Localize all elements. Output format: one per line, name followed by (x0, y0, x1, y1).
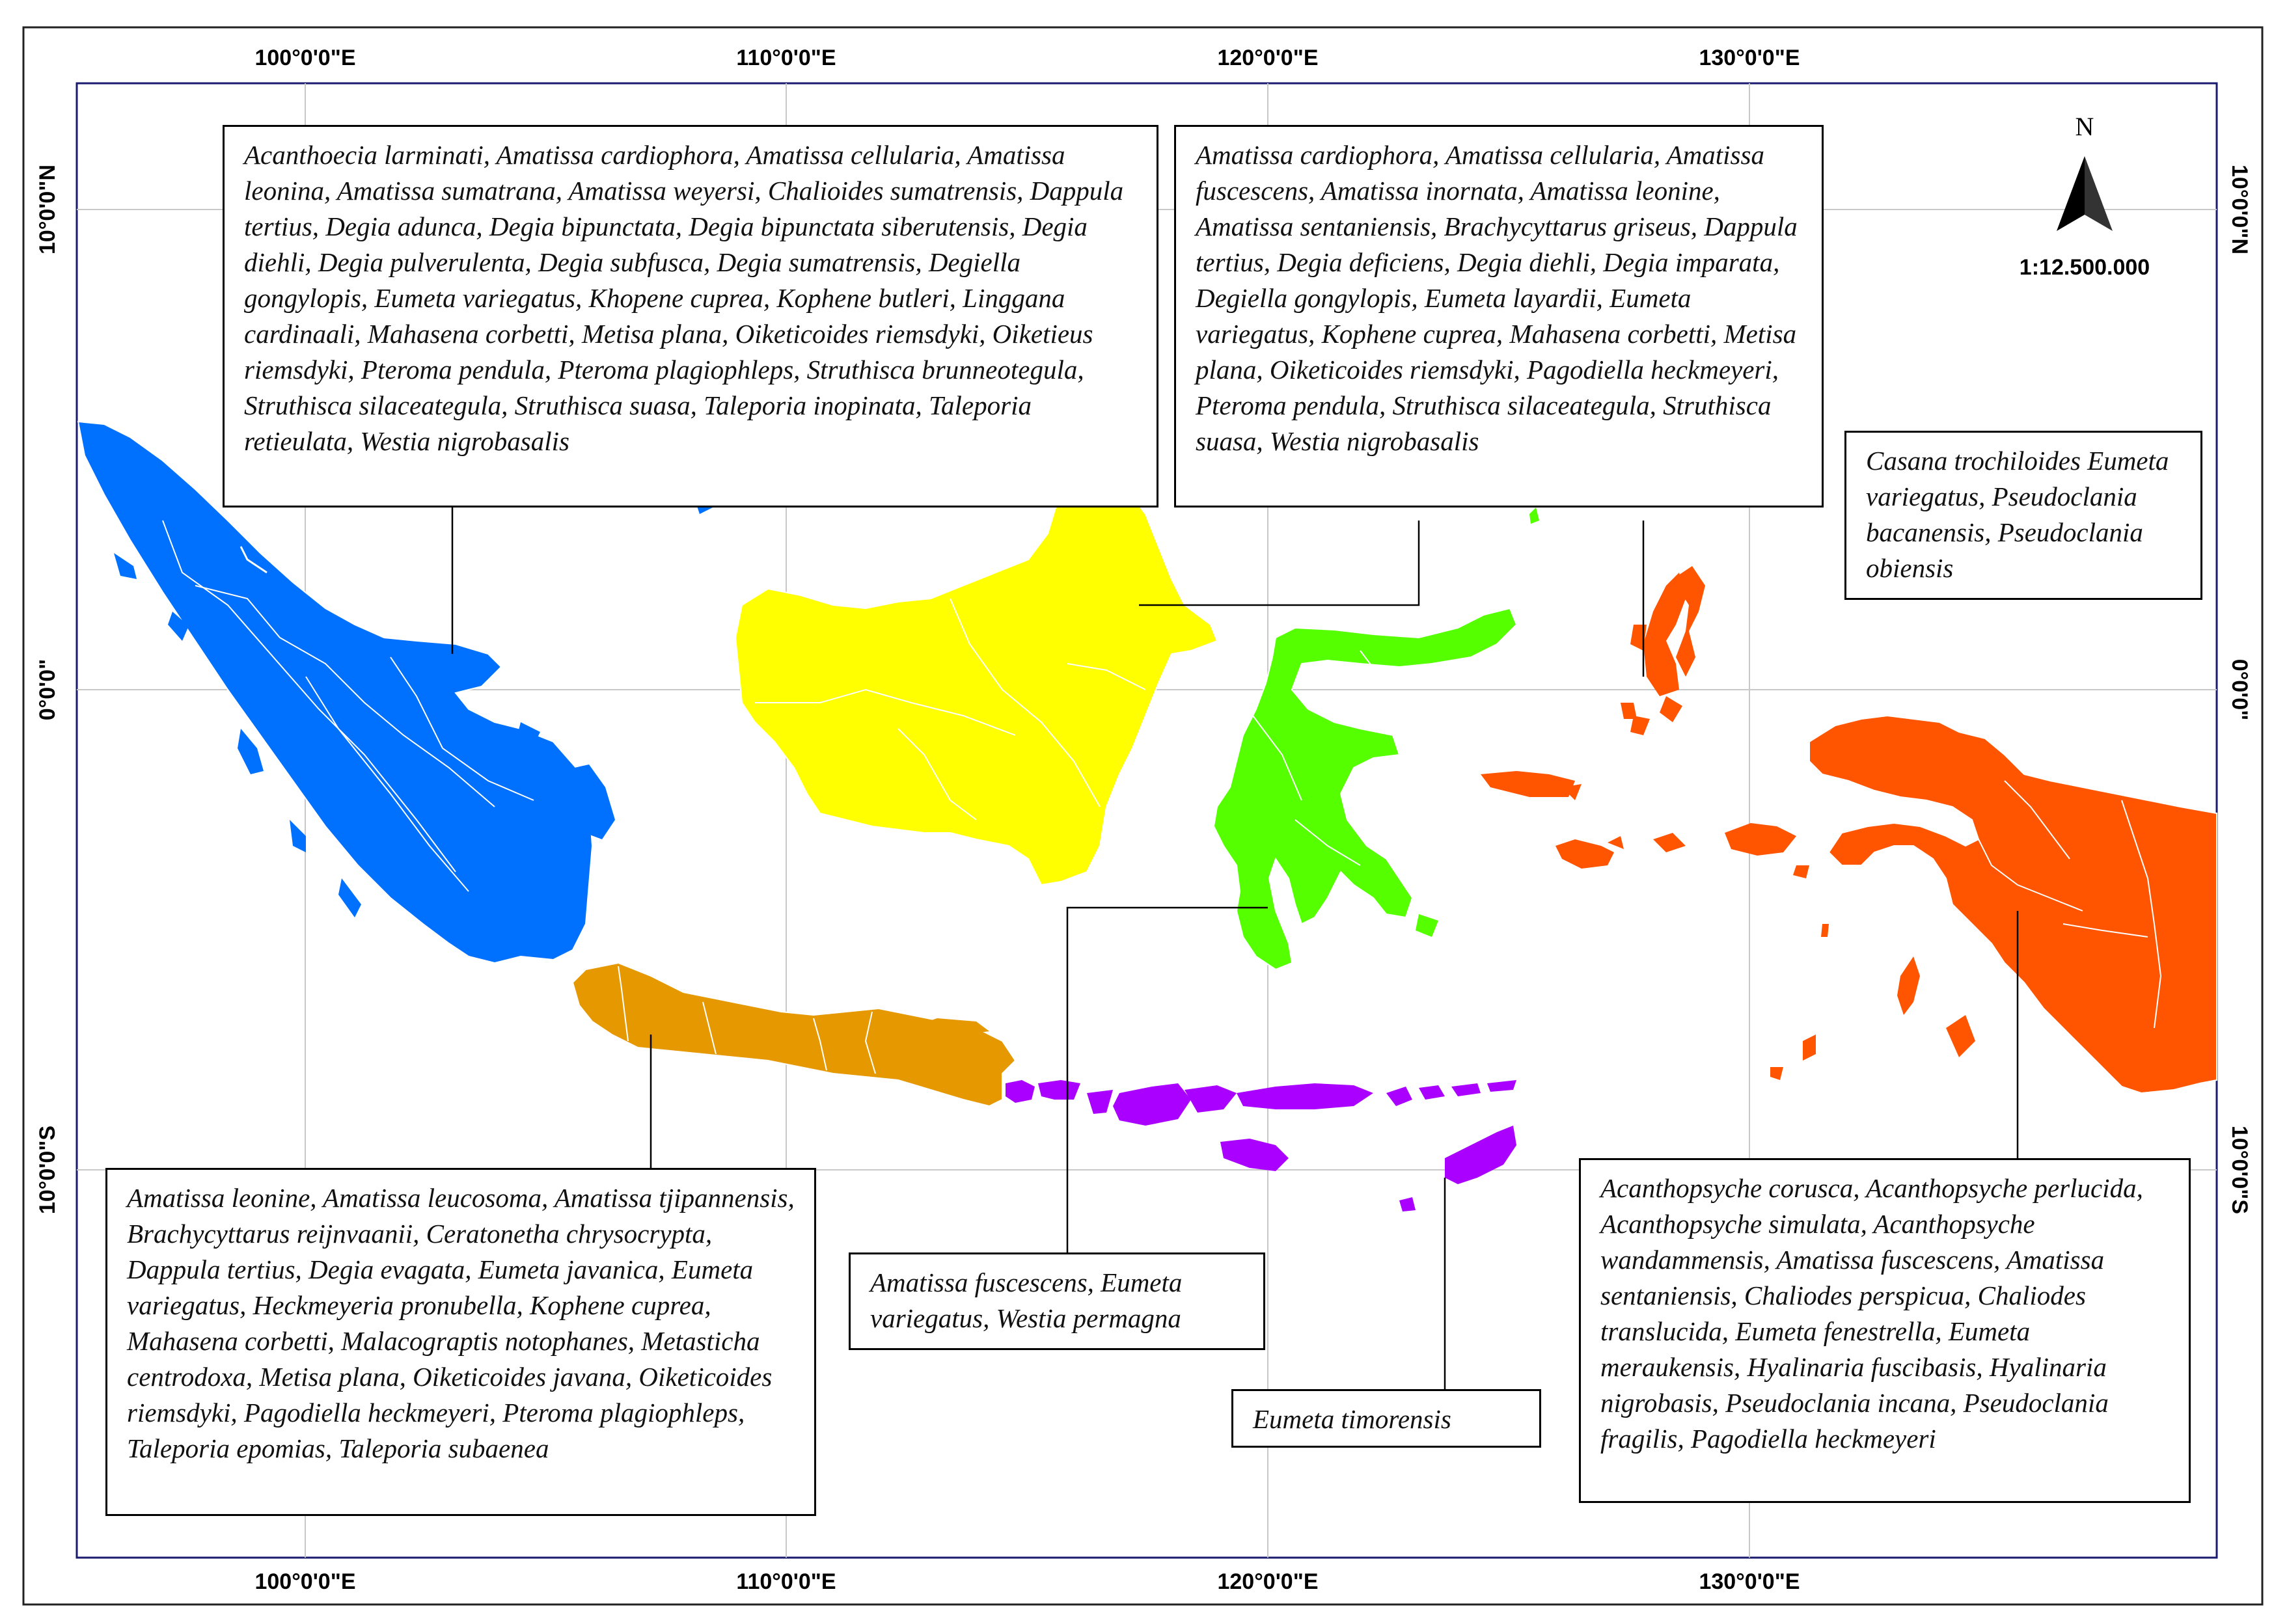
annotation-papua (1579, 1158, 2191, 1503)
annotation-kalimantan (1174, 125, 1824, 508)
annotation-sumatra-text: Acanthoecia larminati, Amatissa cardiophora, Amatissa cellularia, Amatissa leonina, Amatissa sumatrana, Amatissa weyersi, Chalioides sumatrensis, Dappula tertius, Degia adunca, Degia bipunctata, Degia bipunctata siberutensis, Degia diehli, Degia pulverulenta, Degia subfusca, Degia sumatrensis, Degiella gongylopis, Eumeta variegatus, Khopene cuprea, Kophene butleri, Linggana cardinaali, Mahasena corbetti, Metisa plana, Oiketicoides riemsdyki, Oiketieus riemsdyki, Pteroma pendula, Pteroma plagiophleps, Struthisca brunneotegula, Struthisca silaceategula, Struthisca suasa, Taleporia inopinata, Taleporia retieulata, Westia nigrobasalis (244, 140, 1124, 456)
annotation-timor-text: Eumeta timorensis (1253, 1404, 1451, 1434)
annotation-maluku-text: Casana trochiloides Eumeta variegatus, Pseudoclania bacanensis, Pseudoclania obiensis (1866, 446, 2169, 583)
annotation-sulawesi-text: Amatissa fuscescens, Eumeta variegatus, Westia permagna (870, 1267, 1183, 1333)
lon-label-bottom-110: 110°0'0"E (736, 1569, 836, 1594)
north-label: N (2075, 112, 2094, 141)
annotation-java (105, 1168, 816, 1516)
lon-label-bottom-100: 100°0'0"E (254, 1569, 356, 1594)
annotation-maluku (1844, 431, 2202, 600)
annotation-sulawesi (849, 1252, 1265, 1350)
lat-label-right-10s: 10°0'0"S (2227, 1125, 2252, 1215)
lat-label-left-10s: 10°0'0"S (35, 1125, 60, 1215)
annotation-kalimantan-text: Amatissa cardiophora, Amatissa cellularia, Amatissa fuscescens, Amatissa inornata, Amatissa leonine, Amatissa sentaniensis, Brachycyttarus griseus, Dappula tertius, Degia deficiens, Degia diehli, Degia imparata, Degiella gongylopis, Eumeta layardii, Eumeta variegatus, Kophene cuprea, Mahasena corbetti, Metisa plana, Oiketicoides riemsdyki, Pagodiella heckmeyeri, Pteroma pendula, Struthisca silaceategula, Struthisca suasa, Westia nigrobasalis (1196, 140, 1798, 456)
lon-label-top-100: 100°0'0"E (254, 46, 356, 70)
lon-label-bottom-130: 130°0'0"E (1699, 1569, 1800, 1594)
lon-label-bottom-120: 120°0'0"E (1217, 1569, 1319, 1594)
annotation-papua-text: Acanthopsyche corusca, Acanthopsyche perlucida, Acanthopsyche simulata, Acanthopsyche wandammensis, Amatissa fuscescens, Amatissa sentaniensis, Chaliodes perspicua, Chaliodes translucida, Eumeta fenestrella, Eumeta meraukensis, Hyalinaria fuscibasis, Hyalinaria nigrobasis, Pseudoclania incana, Pseudoclania fragilis, Pagodiella heckmeyeri (1600, 1173, 2143, 1454)
lon-label-top-120: 120°0'0"E (1217, 46, 1319, 70)
annotation-java-text: Amatissa leonine, Amatissa leucosoma, Amatissa tjipannensis, Brachycyttarus reijnvaanii, Ceratonetha chrysocrypta, Dappula tertius, Degia evagata, Eumeta javanica, Eumeta variegatus, Heckmeyeria pronubella, Kophene cuprea, Mahasena corbetti, Malacograptis notophanes, Metasticha centrodoxa, Metisa plana, Oiketicoides javana, Oiketicoides riemsdyki, Pagodiella heckmeyeri, Pteroma plagiophleps, Taleporia epomias, Taleporia subaenea (127, 1183, 795, 1463)
lat-label-left-10n: 10°0'0"N (35, 165, 60, 254)
lat-label-left-0: 0°0'0" (35, 658, 60, 721)
lat-label-right-10n: 10°0'0"N (2227, 165, 2252, 254)
scale-label: 1:12.500.000 (2019, 255, 2150, 280)
annotation-timor (1231, 1389, 1541, 1448)
lon-label-top-110: 110°0'0"E (736, 46, 836, 70)
annotation-sumatra (223, 125, 1158, 508)
lat-label-right-0: 0°0'0" (2227, 658, 2252, 721)
lon-label-top-130: 130°0'0"E (1699, 46, 1800, 70)
